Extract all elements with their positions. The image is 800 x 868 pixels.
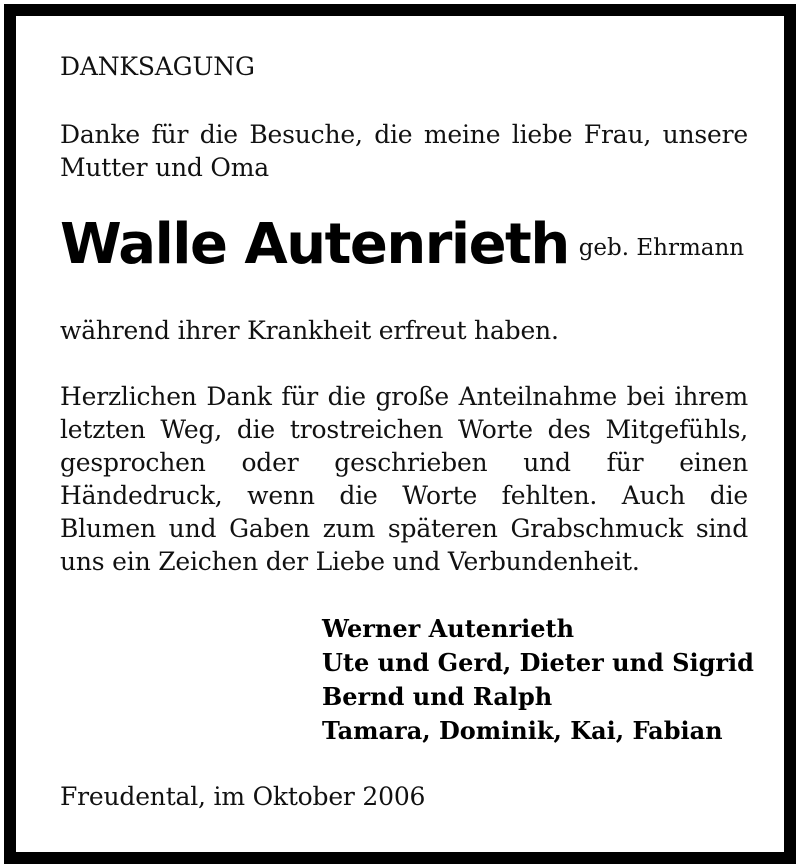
after-name-text: während ihrer Krankheit erfreut haben. [60,316,559,345]
thanks-paragraph: Herzlichen Dank für die große Anteilnahme bei ihrem letzten Weg, die trostreichen Worte des Mitgefühls, gesprochen oder geschrieben und für einen Händedruck, wenn die Worte fehlten. Auch die Blumen und Gaben zum späteren Grabschmuck sind uns ein Zeichen der Liebe und Verbundenheit. [60,382,748,576]
maiden-name: geb. Ehrmann [578,235,745,261]
notice-heading: DANKSAGUNG [60,52,255,81]
obituary-notice [4,4,796,864]
signatory: Werner Autenrieth [322,614,575,643]
signatories-list [322,612,754,748]
signatory: Ute und Gerd, Dieter und Sigrid [322,648,754,677]
deceased-name: Walle Autenrieth [60,212,569,277]
signatory: Tamara, Dominik, Kai, Fabian [322,716,723,745]
place-date: Freudental, im Oktober 2006 [60,782,426,811]
intro-text: Danke für die Besuche, die meine liebe Frau, unsere Mutter und Oma [60,120,748,182]
deceased-name-line [60,212,744,278]
signatory: Bernd und Ralph [322,682,553,711]
